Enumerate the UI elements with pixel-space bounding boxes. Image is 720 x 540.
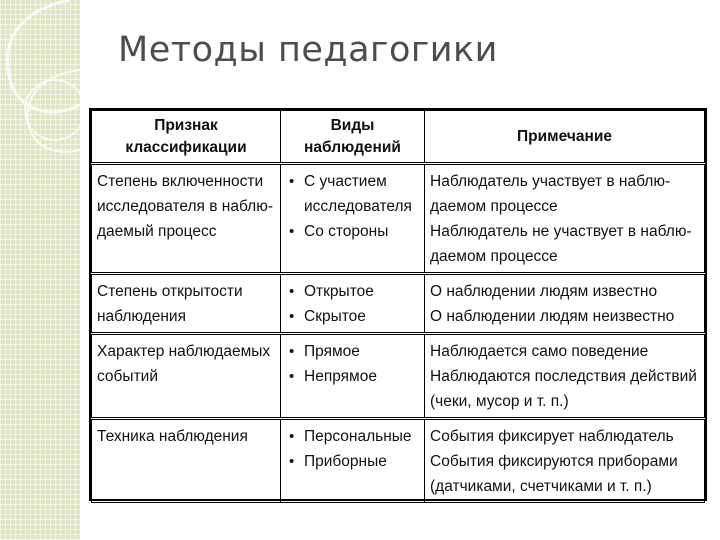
note-text: О наблюдении людям неизвестно [430,308,675,325]
table-row [92,274,705,334]
bullet-icon: • [289,368,295,385]
list-item: • Приборные [286,449,419,474]
types-cell [281,419,425,503]
bullet-icon: • [289,223,295,240]
bullet-icon: • [289,173,295,190]
list-item: • Персональные [286,424,419,449]
criterion-cell: Степень открытости наблюдения [92,274,281,334]
notes-cell [425,164,705,274]
note-text: О наблюдении людям известно [430,283,658,300]
list-item: • Со стороны [286,219,419,244]
table-row [92,334,705,419]
observation-methods-table [89,108,707,501]
bullet-icon: • [289,428,295,445]
table-row [92,419,705,503]
notes-cell [425,419,705,503]
types-cell [281,274,425,334]
list-item: • Открытое [286,279,419,304]
header-types: Виды наблюдений [281,111,425,164]
note-text: События фиксирует наблюдатель [430,428,674,445]
bullet-icon: • [289,283,295,300]
header-criterion: Признак классификации [92,111,281,164]
list-item: • Скрытое [286,304,419,329]
notes-cell [425,274,705,334]
criterion-cell: Техника наблюдения [92,419,281,503]
types-cell [281,164,425,274]
page-title: Методы педагогики [118,30,498,70]
types-cell [281,334,425,419]
note-text: События фиксируются приборами (датчиками, счетчиками и т. п.) [430,453,678,495]
header-notes: Примечание [425,111,705,164]
list-item: • Прямое [286,339,419,364]
note-text: Наблюдатель участвует в наблюдаемом процессе [430,173,671,215]
criterion-cell: Характер наблюдаемых событий [92,334,281,419]
note-text: Наблюдатель не участвует в наблюдаемом процессе [430,223,692,265]
note-text: Наблюдаются последствия действий (чеки, мусор и т. п.) [430,368,697,410]
bullet-icon: • [289,453,295,470]
list-item: • С участием исследователя [286,169,419,219]
criterion-cell: Степень включенности исследователя в наблюдаемый процесс [92,164,281,274]
decorative-side-band [0,0,80,540]
list-item: • Непрямое [286,364,419,389]
note-text: Наблюдается само поведение [430,343,649,360]
notes-cell [425,334,705,419]
bullet-icon: • [289,308,295,325]
table-row [92,164,705,274]
bullet-icon: • [289,343,295,360]
decorative-curves [0,0,80,540]
